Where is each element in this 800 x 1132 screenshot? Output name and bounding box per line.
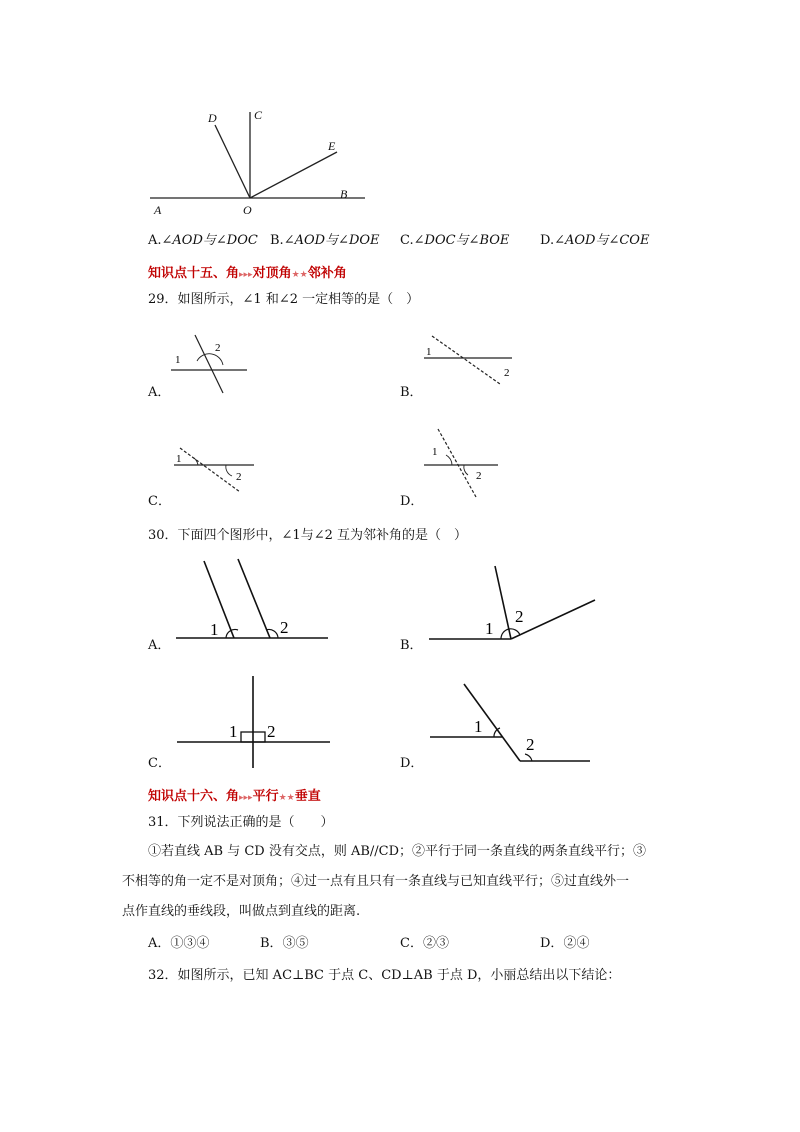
q30-figure-c <box>175 672 335 772</box>
label-D: D <box>208 111 217 125</box>
q28-option-d: ∠AOD与∠COE <box>554 233 650 248</box>
q31-option-b: ③⑤ <box>282 936 309 951</box>
q31-option-a: ①③④ <box>170 936 210 951</box>
q29-stem: 29．如图所示，∠1 和∠2 一定相等的是（ ） <box>148 292 420 307</box>
section-15-heading: 知识点十五、角▸▸▸对顶角★★邻补角 <box>148 266 347 281</box>
label-A: A <box>154 203 162 217</box>
q30d-label-1: 1 <box>474 717 483 736</box>
q31-stem: 31．下列说法正确的是（ ） <box>148 815 334 830</box>
label-B: B <box>340 187 348 201</box>
q30-option-d: D． <box>400 756 424 771</box>
q29-option-b: B． <box>400 385 423 400</box>
q31-statement-line-2: 不相等的角一定不是对顶角；④过一点有且只有一条直线与已知直线平行；⑤过直线外一 <box>122 874 630 889</box>
q29-figure-a <box>165 325 255 400</box>
q29-option-d: D． <box>400 494 424 509</box>
q29c-label-2: 2 <box>236 471 242 483</box>
q28-option-c-letter: C. <box>400 233 414 248</box>
q32-stem: 32．如图所示，已知 AC⊥BC 于点 C、CD⊥AB 于点 D，小丽总结出以下结论： <box>148 968 621 983</box>
label-O: O <box>243 203 252 217</box>
q28-option-a-letter: A. <box>148 233 162 248</box>
q29-option-a: A． <box>148 385 171 400</box>
figure-28 <box>140 100 380 220</box>
q28-option-c: ∠DOC与∠BOE <box>413 233 510 248</box>
q30-figure-a <box>172 555 332 650</box>
q29-figure-c <box>170 440 260 500</box>
q31-statement-line-1: ①若直线 AB 与 CD 没有交点，则 AB//CD；②平行于同一条直线的两条直线平行；③ <box>148 844 647 859</box>
q30-option-c: C． <box>148 756 171 771</box>
q31-option-d-letter: D． <box>540 936 564 951</box>
q29b-label-1: 1 <box>426 346 432 358</box>
q30-stem: 30．下面四个图形中，∠1与∠2 互为邻补角的是（ ） <box>148 528 468 543</box>
q28-option-a: ∠AOD与∠DOC <box>161 233 258 248</box>
label-E: E <box>328 139 336 153</box>
q31-statement-line-3: 点作直线的垂线段，叫做点到直线的距离. <box>122 904 361 919</box>
q30-option-b: B． <box>400 638 423 653</box>
q30a-label-1: 1 <box>210 620 219 639</box>
q31-option-d: ②④ <box>563 936 590 951</box>
q29-figure-d <box>420 425 510 500</box>
q30-figure-d <box>428 680 598 770</box>
q28-option-b: ∠AOD与∠DOE <box>283 233 380 248</box>
q31-option-a-letter: A． <box>148 936 171 951</box>
q28-options <box>148 232 258 250</box>
q29d-label-1: 1 <box>432 446 438 458</box>
q31-option-c: ②③ <box>422 936 449 951</box>
q28-option-d-letter: D. <box>540 233 555 248</box>
q30b-label-1: 1 <box>485 619 494 638</box>
q28-option-b-letter: B. <box>270 233 284 248</box>
q29c-label-1: 1 <box>176 453 182 465</box>
q29-figure-b <box>420 330 520 390</box>
q29a-label-2: 2 <box>215 342 221 354</box>
q30c-label-1: 1 <box>229 722 238 741</box>
q29a-label-1: 1 <box>175 354 181 366</box>
q31-option-b-letter: B． <box>260 936 283 951</box>
q30c-label-2: 2 <box>267 722 276 741</box>
q31-option-c-letter: C． <box>400 936 423 951</box>
q29-option-c: C． <box>148 494 171 509</box>
q30-figure-b <box>425 560 600 650</box>
q30-option-a: A． <box>148 638 171 653</box>
q29b-label-2: 2 <box>504 367 510 379</box>
q29d-label-2: 2 <box>476 470 482 482</box>
label-C: C <box>254 108 263 122</box>
section-16-heading: 知识点十六、角▸▸▸平行★★垂直 <box>148 789 321 804</box>
q30b-label-2: 2 <box>515 607 524 626</box>
q30a-label-2: 2 <box>280 618 289 637</box>
q30d-label-2: 2 <box>526 735 535 754</box>
